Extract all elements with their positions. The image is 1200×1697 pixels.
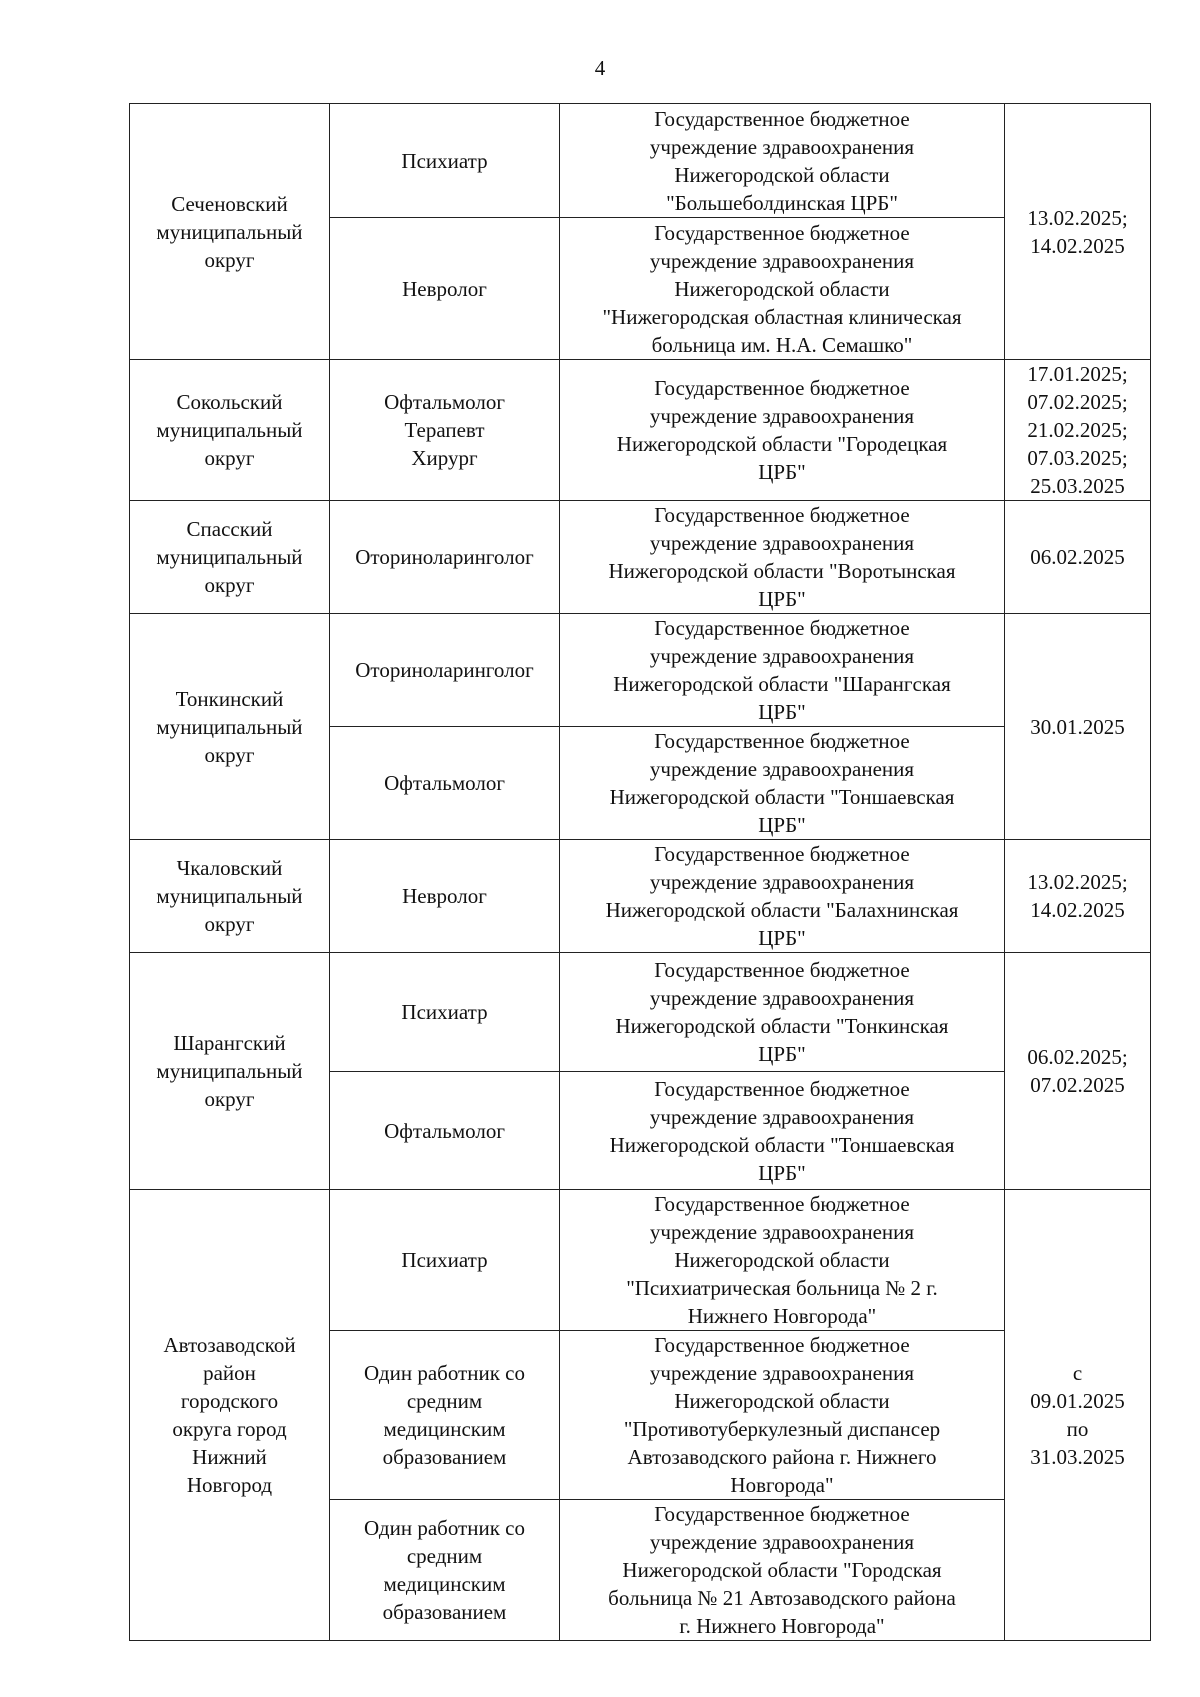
institution-cell: Государственное бюджетное учреждение здравоохранения Нижегородской области "Городская больница № 21 Автозаводского района г. Нижнего Новгорода" (560, 1500, 1005, 1641)
table-row (130, 501, 1151, 614)
institution-cell: Государственное бюджетное учреждение здравоохранения Нижегородской области "Нижегородская областная клиническая больница им. Н.А. Семашко" (560, 218, 1005, 360)
specialist-cell: Невролог (330, 218, 560, 360)
district-cell: Спасский муниципальный округ (130, 501, 330, 614)
table-row (130, 104, 1151, 218)
institution-cell: Государственное бюджетное учреждение здравоохранения Нижегородской области "Балахнинская ЦРБ" (560, 840, 1005, 953)
district-cell: Сеченовский муниципальный округ (130, 104, 330, 360)
specialist-cell: Психиатр (330, 953, 560, 1072)
institution-cell: Государственное бюджетное учреждение здравоохранения Нижегородской области "Тонкинская ЦРБ" (560, 953, 1005, 1072)
district-cell: Автозаводской район городского округа город Нижний Новгород (130, 1190, 330, 1641)
specialist-cell: Офтальмолог (330, 727, 560, 840)
dates-cell: с 09.01.2025 по 31.03.2025 (1005, 1190, 1151, 1641)
specialist-cell: Психиатр (330, 1190, 560, 1331)
dates-cell: 13.02.2025; 14.02.2025 (1005, 104, 1151, 360)
table-row (130, 360, 1151, 501)
district-cell: Шарангский муниципальный округ (130, 953, 330, 1190)
specialist-cell: Один работник со средним медицинским образованием (330, 1500, 560, 1641)
specialist-cell: Оториноларинголог (330, 614, 560, 727)
specialist-cell: Офтальмолог (330, 1072, 560, 1190)
institution-cell: Государственное бюджетное учреждение здравоохранения Нижегородской области "Тоншаевская ЦРБ" (560, 727, 1005, 840)
schedule-table (129, 103, 1151, 1641)
table-row (130, 614, 1151, 727)
institution-cell: Государственное бюджетное учреждение здравоохранения Нижегородской области "Противотуберкулезный диспансер Автозаводского района г. Нижнего Новгорода" (560, 1331, 1005, 1500)
institution-cell: Государственное бюджетное учреждение здравоохранения Нижегородской области "Воротынская ЦРБ" (560, 501, 1005, 614)
dates-cell: 13.02.2025; 14.02.2025 (1005, 840, 1151, 953)
specialist-cell: Психиатр (330, 104, 560, 218)
institution-cell: Государственное бюджетное учреждение здравоохранения Нижегородской области "Психиатрическая больница № 2 г. Нижнего Новгорода" (560, 1190, 1005, 1331)
institution-cell: Государственное бюджетное учреждение здравоохранения Нижегородской области "Шарангская ЦРБ" (560, 614, 1005, 727)
institution-cell: Государственное бюджетное учреждение здравоохранения Нижегородской области "Большеболдинская ЦРБ" (560, 104, 1005, 218)
institution-cell: Государственное бюджетное учреждение здравоохранения Нижегородской области "Городецкая ЦРБ" (560, 360, 1005, 501)
specialist-cell: Невролог (330, 840, 560, 953)
specialist-cell: Оториноларинголог (330, 501, 560, 614)
district-cell: Тонкинский муниципальный округ (130, 614, 330, 840)
dates-cell: 06.02.2025; 07.02.2025 (1005, 953, 1151, 1190)
dates-cell: 30.01.2025 (1005, 614, 1151, 840)
table-row (130, 1190, 1151, 1331)
specialist-cell: Один работник со средним медицинским образованием (330, 1331, 560, 1500)
table-row (130, 840, 1151, 953)
district-cell: Чкаловский муниципальный округ (130, 840, 330, 953)
specialist-cell: Офтальмолог Терапевт Хирург (330, 360, 560, 501)
dates-cell: 06.02.2025 (1005, 501, 1151, 614)
table-row (130, 953, 1151, 1072)
page-number: 4 (594, 56, 606, 80)
district-cell: Сокольский муниципальный округ (130, 360, 330, 501)
dates-cell: 17.01.2025; 07.02.2025; 21.02.2025; 07.03.2025; 25.03.2025 (1005, 360, 1151, 501)
schedule-body (130, 104, 1151, 1641)
institution-cell: Государственное бюджетное учреждение здравоохранения Нижегородской области "Тоншаевская ЦРБ" (560, 1072, 1005, 1190)
